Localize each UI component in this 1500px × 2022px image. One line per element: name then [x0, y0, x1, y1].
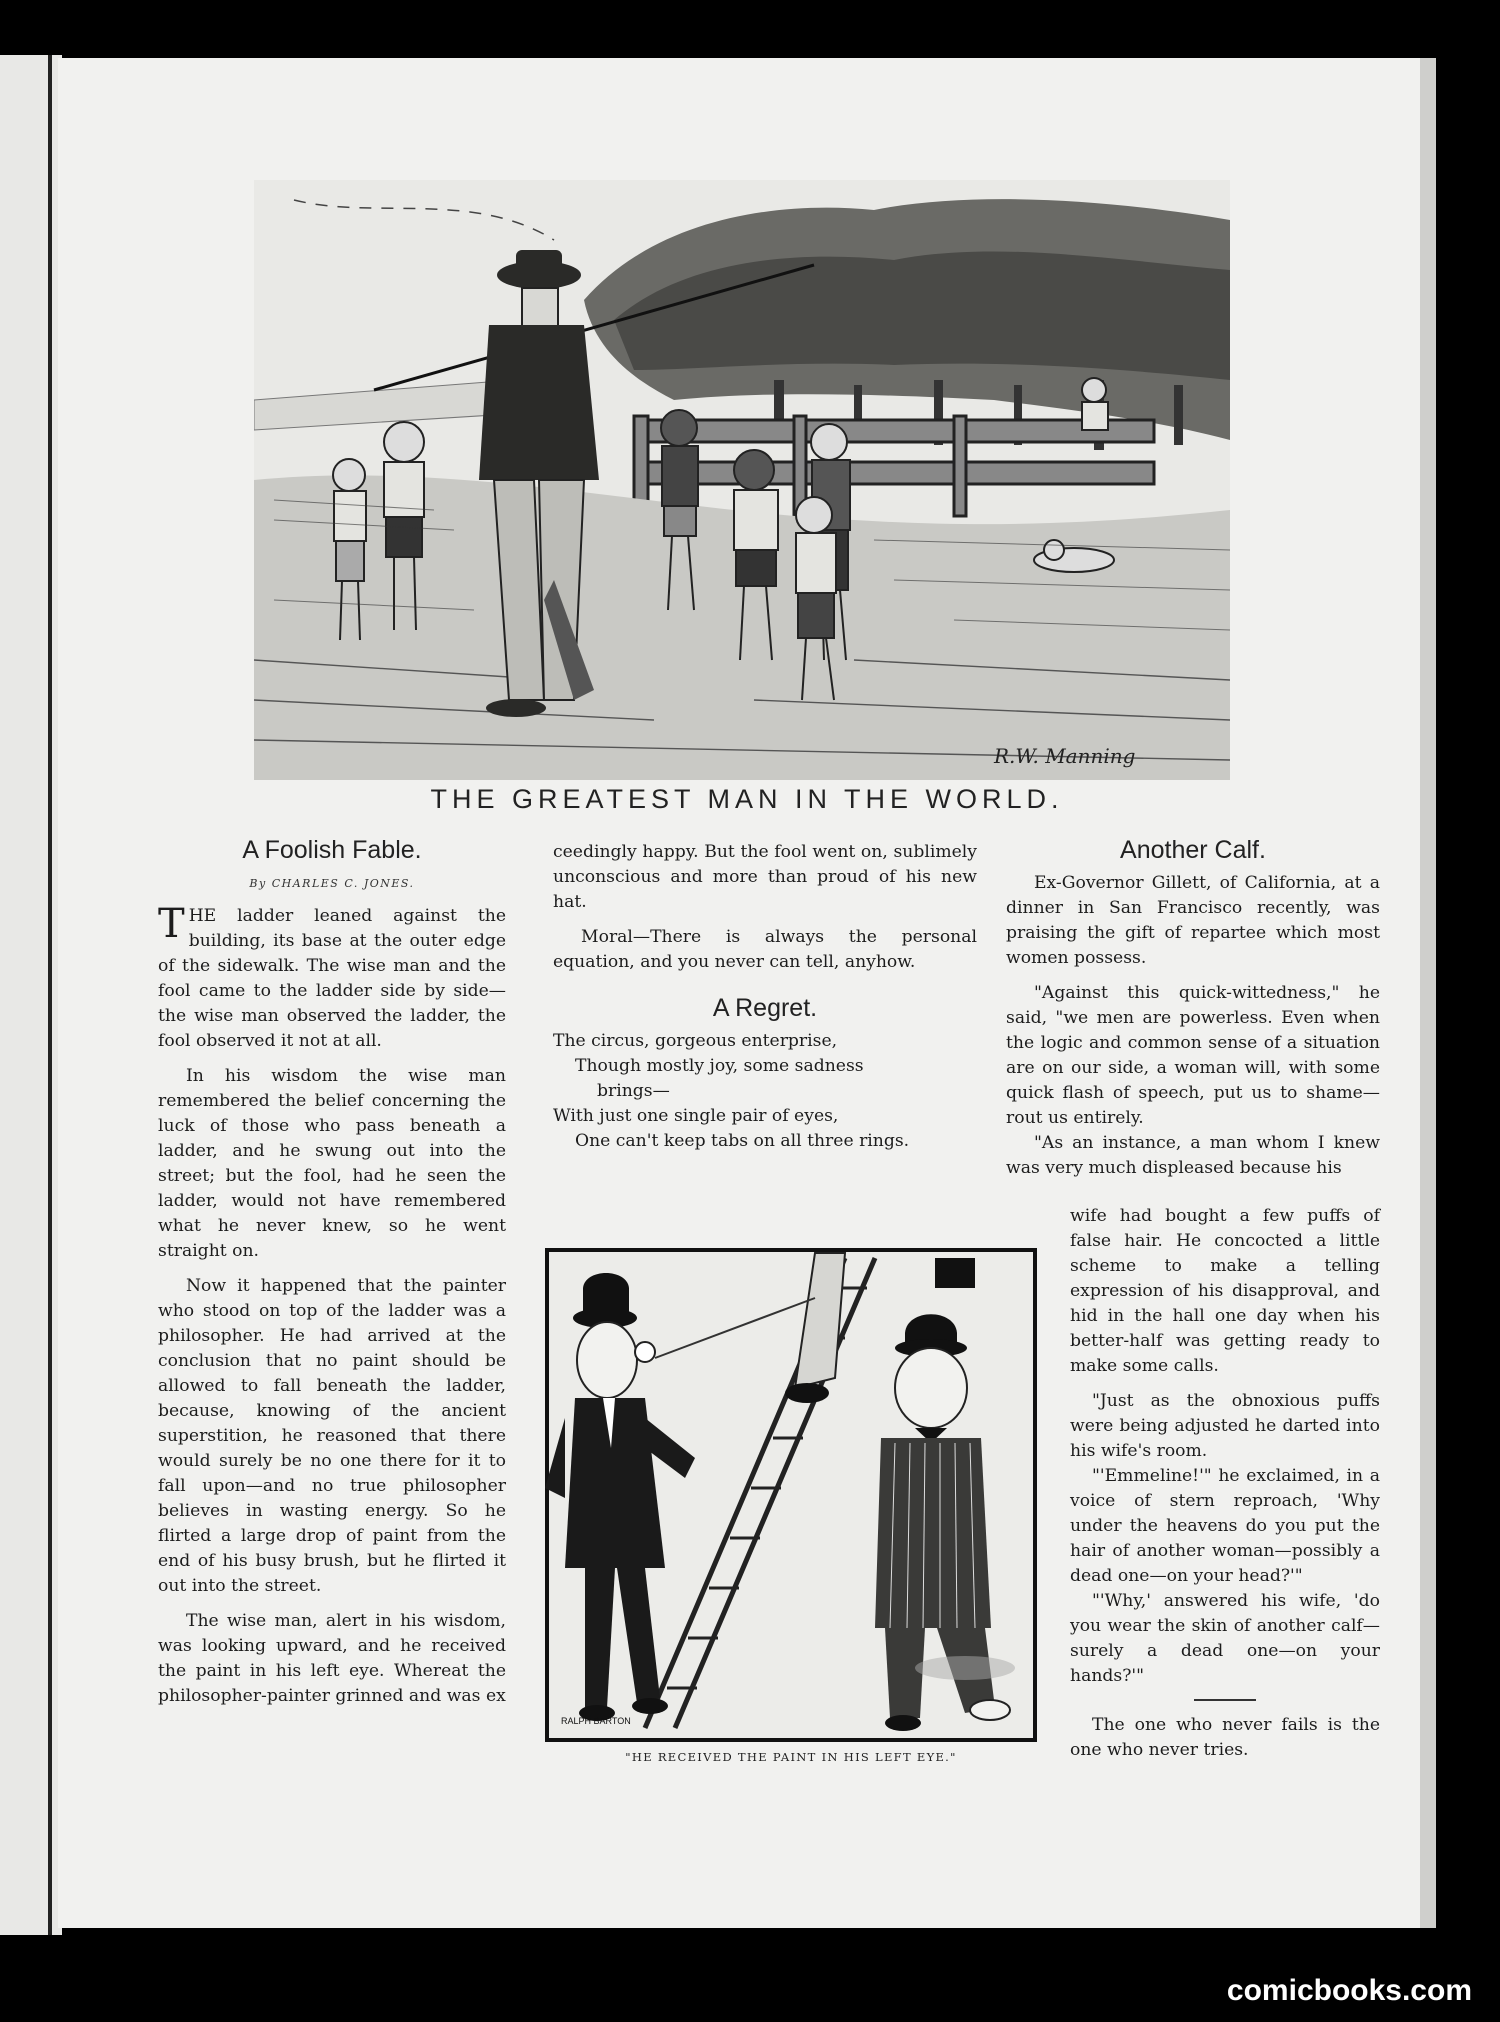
fable-byline: By CHARLES C. JONES. [249, 877, 415, 890]
section-rule [1194, 1699, 1256, 1701]
regret-poem [553, 1029, 977, 1154]
page-gutter [48, 55, 52, 1935]
poem-line: Though mostly joy, some sadness [575, 1056, 864, 1076]
watermark: comicbooks.com [1226, 1974, 1472, 2007]
calf-column [1006, 833, 1380, 1181]
ladder-cartoon [545, 1248, 1037, 1742]
calf-paragraph-4: "Just as the obnoxious puffs were being adjusted he darted into his wife's room. [1070, 1391, 1380, 1461]
fable-paragraph-1 [158, 901, 506, 1054]
fable-title: A Foolish Fable. [242, 836, 422, 864]
calf-paragraph-3-cont: wife had bought a few puffs of false hair. He concocted a little scheme to make a telling expression of his disapproval, and hid in the hall one day when his better-half was getting ready to make some calls. [1070, 1206, 1380, 1376]
calf-title: Another Calf. [1120, 836, 1266, 864]
fable-p1-text: HE ladder leaned against the building, its base at the outer edge of the sidewalk. The wise man and the fool came to the ladder side by side—the wise man observed the ladder, the fool observed it not at all. [158, 906, 506, 1051]
calf-column-narrow [1070, 1204, 1380, 1763]
calf-paragraph-3: "As an instance, a man whom I knew was very much displeased because his [1006, 1133, 1380, 1178]
poem-line: One can't keep tabs on all three rings. [575, 1131, 910, 1151]
calf-closing: The one who never fails is the one who never tries. [1070, 1715, 1380, 1760]
cartoon-caption: "HE RECEIVED THE PAINT IN HIS LEFT EYE." [625, 1750, 957, 1764]
calf-paragraph-1: Ex-Governor Gillett, of California, at a dinner in San Francisco recently, was praising the gift of repartee which most women possess. [1006, 873, 1380, 968]
calf-paragraph-6: "'Why,' answered his wife, 'do you wear the skin of another calf—surely a dead one—on your hands?'" [1070, 1591, 1380, 1686]
dropcap: T [158, 901, 185, 947]
left-page-edge [0, 55, 62, 1935]
poem-line: brings— [597, 1081, 670, 1101]
calf-paragraph-2: "Against this quick-wittedness," he said, "we men are powerless. Even when the logic and common sense of a situation are on our side, a woman will, with some quick flash of speech, put us to shame—rout us entirely. [1006, 983, 1380, 1128]
fable-moral: Moral—There is always the personal equation, and you never can tell, anyhow. [553, 927, 977, 972]
artist-signature: R.W. Manning [994, 744, 1136, 768]
page-right-edge [1420, 58, 1436, 1928]
headline: THE GREATEST MAN IN THE WORLD. [430, 784, 1064, 814]
poem-line: With just one single pair of eyes, [553, 1106, 839, 1126]
fable-paragraph-3: Now it happened that the painter who stood on top of the ladder was a philosopher. He had arrived at the conclusion that no paint should be allowed to fall beneath the ladder, because, knowing of the ancient superstition, he reasoned that there would surely be no one there for it to fall upon—and no true philosopher believes in wasting energy. So he flirted a large drop of paint from the end of his busy brush, but he flirted it out into the street. [158, 1276, 506, 1596]
regret-title: A Regret. [712, 994, 818, 1022]
fable-paragraph-2: In his wisdom the wise man remembered the belief concerning the luck of those who pass beneath a ladder, and he swung out into the street; but the fool, had he seen the ladder, would not have remembered what he never knew, so he went straight on. [158, 1066, 506, 1261]
cartoon-signature: RALPH BARTON [561, 1716, 631, 1726]
top-illustration [254, 180, 1230, 780]
middle-column [553, 840, 977, 1154]
magazine-page [58, 58, 1436, 1928]
poem-line: The circus, gorgeous enterprise, [553, 1031, 838, 1051]
fable-paragraph-4: The wise man, alert in his wisdom, was looking upward, and he received the paint in his left eye. Whereat the philosopher-painter grinned and was ex [158, 1611, 506, 1706]
calf-paragraph-5: "'Emmeline!'" he exclaimed, in a voice of stern reproach, 'Why under the heavens do you put the hair of another woman—possibly a dead one—on your head?'" [1070, 1466, 1380, 1586]
fable-column [158, 833, 506, 1709]
fable-continuation: ceedingly happy. But the fool went on, sublimely unconscious and more than proud of his new hat. [553, 842, 977, 912]
